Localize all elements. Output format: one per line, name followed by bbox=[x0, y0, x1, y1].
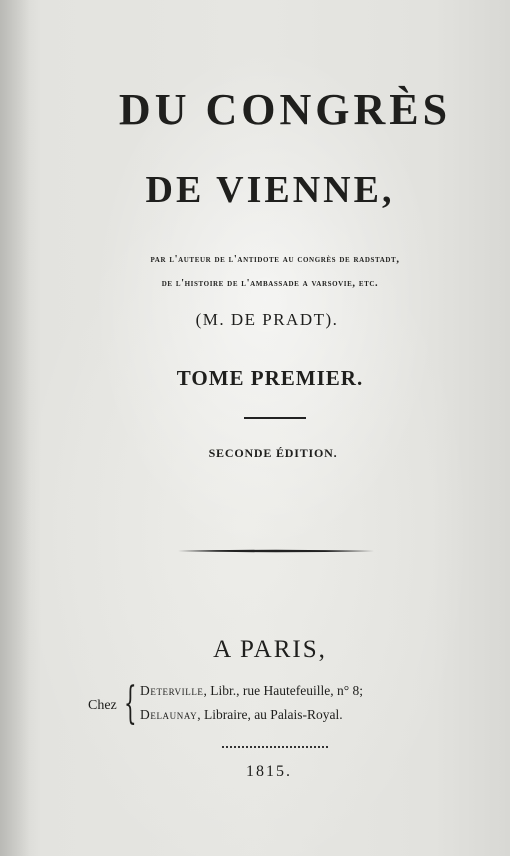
publisher-line-1 bbox=[140, 683, 363, 699]
publisher-name: Delaunay bbox=[140, 707, 198, 722]
imprint-chez: Chez bbox=[88, 698, 117, 713]
imprint-place: A PARIS, bbox=[213, 636, 327, 663]
byline-line-2: de l'histoire de l'ambassade a varsovie, etc. bbox=[161, 278, 379, 289]
long-rule-divider bbox=[178, 549, 374, 553]
publisher-name: Deterville bbox=[140, 683, 204, 698]
title-line-1: DU CONGRÈS bbox=[118, 85, 452, 134]
edition-label: SECONDE ÉDITION. bbox=[208, 446, 338, 460]
volume-label: TOME PREMIER. bbox=[176, 366, 364, 390]
publisher-line-2 bbox=[140, 707, 343, 723]
dotted-rule-divider bbox=[222, 746, 328, 748]
title-line-2: DE VIENNE, bbox=[145, 169, 395, 211]
byline-line-1: par l'auteur de l'antidote au congrès de radstadt, bbox=[150, 254, 400, 265]
author-name: (M. DE PRADT). bbox=[195, 310, 339, 329]
publisher-detail: , Libraire, au Palais-Royal. bbox=[197, 707, 343, 722]
imprint-year: 1815. bbox=[246, 763, 292, 780]
short-rule-divider bbox=[244, 417, 306, 419]
brace-glyph: { bbox=[124, 678, 137, 729]
publisher-detail: , Libr., rue Hautefeuille, n° 8; bbox=[203, 683, 363, 698]
